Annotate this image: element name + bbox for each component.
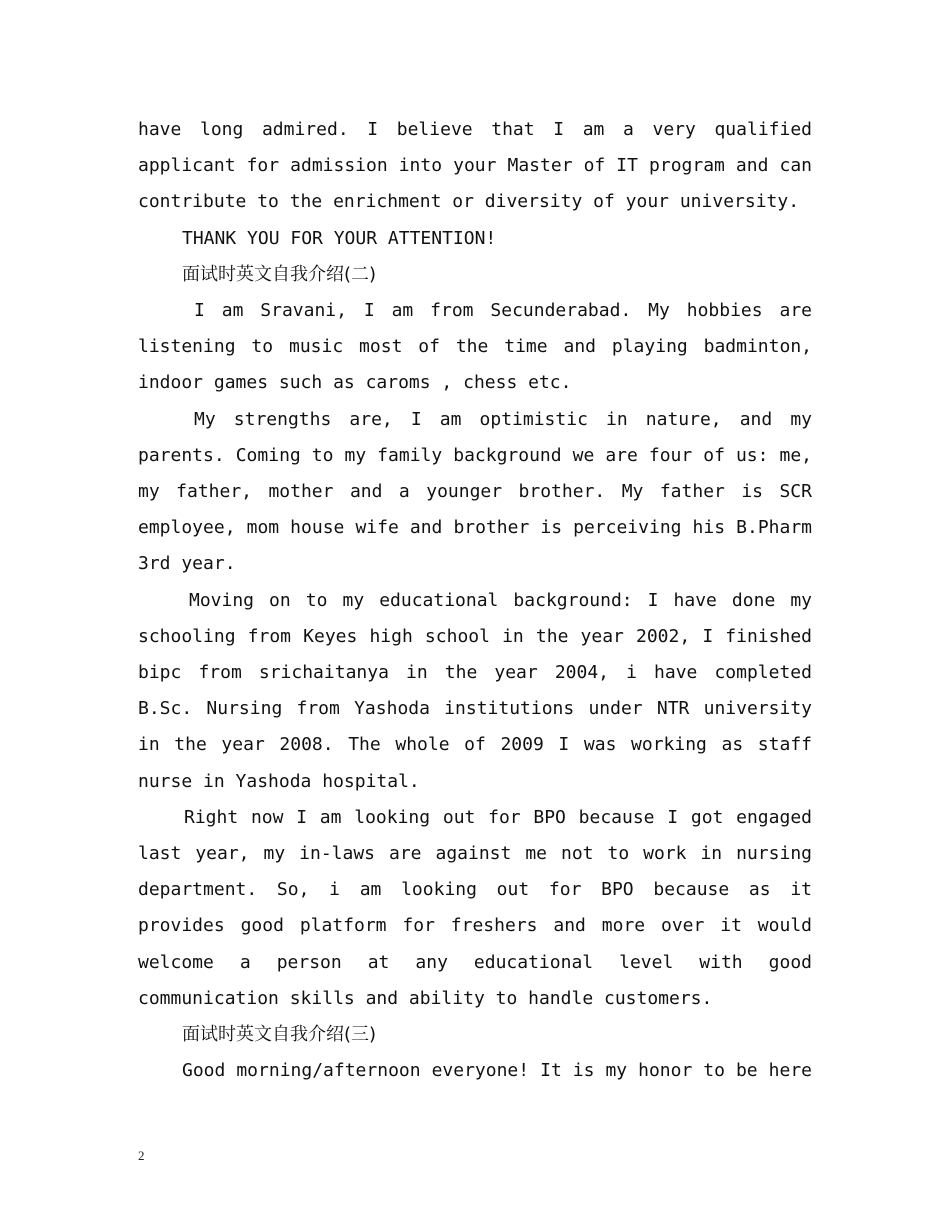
text-line: department. So, i am looking out for BPO because as it: [138, 879, 812, 901]
heading-text: 面试时英文自我介绍(三): [182, 1024, 377, 1046]
paragraph-introduction: [138, 293, 812, 402]
text-line: 3rd year.: [138, 553, 236, 575]
text-line: applicant for admission into your Master of IT program and can: [138, 155, 812, 177]
text-line: welcome a person at any educational level with good: [138, 951, 812, 973]
section-heading-3: [138, 1017, 812, 1053]
text-line: have long admired. I believe that I am a very qualified: [138, 119, 812, 140]
paragraph-greeting: [138, 1053, 812, 1089]
text-line: last year, my in-laws are against me not to work in nursing: [138, 843, 812, 865]
heading-text: 面试时英文自我介绍(二): [182, 263, 377, 285]
text-line: nurse in Yashoda hospital.: [138, 770, 420, 792]
page-number: 2: [138, 1148, 145, 1163]
text-line: communication skills and ability to handle customers.: [138, 987, 713, 1009]
text-line: contribute to the enrichment or diversity of your university.: [138, 191, 800, 213]
paragraph-thank-you: [138, 221, 812, 257]
text-line: B.Sc. Nursing from Yashoda institutions under NTR university: [138, 698, 812, 720]
text-line: indoor games such as caroms , chess etc.: [138, 372, 572, 394]
text-line: THANK YOU FOR YOUR ATTENTION!: [182, 227, 497, 249]
text-line: employee, mom house wife and brother is perceiving his B.Pharm: [138, 517, 812, 539]
paragraph-strengths-family: [138, 402, 812, 583]
text-line: schooling from Keyes high school in the year 2002, I finished: [138, 625, 812, 647]
document-body: [138, 112, 812, 1089]
text-line: Right now I am looking out for BPO because I got engaged: [184, 806, 812, 828]
section-heading-2: [138, 257, 812, 293]
paragraph-education: [138, 583, 812, 800]
text-line: I am Sravani, I am from Secunderabad. My hobbies are: [194, 300, 812, 322]
paragraph-career-plans: [138, 800, 812, 1017]
text-line: my father, mother and a younger brother. My father is SCR: [138, 481, 812, 503]
text-line: Good morning/afternoon everyone! It is my honor to be here: [182, 1060, 812, 1082]
text-line: bipc from srichaitanya in the year 2004, i have completed: [138, 662, 812, 684]
text-line: Moving on to my educational background: I have done my: [189, 589, 812, 611]
text-line: in the year 2008. The whole of 2009 I was working as staff: [138, 734, 812, 756]
text-line: provides good platform for freshers and more over it would: [138, 915, 812, 937]
text-line: parents. Coming to my family background we are four of us: me,: [138, 444, 812, 466]
text-line: listening to music most of the time and playing badminton,: [138, 336, 812, 358]
paragraph-closing-letter: [138, 112, 812, 221]
text-line: My strengths are, I am optimistic in nature, and my: [194, 408, 812, 430]
